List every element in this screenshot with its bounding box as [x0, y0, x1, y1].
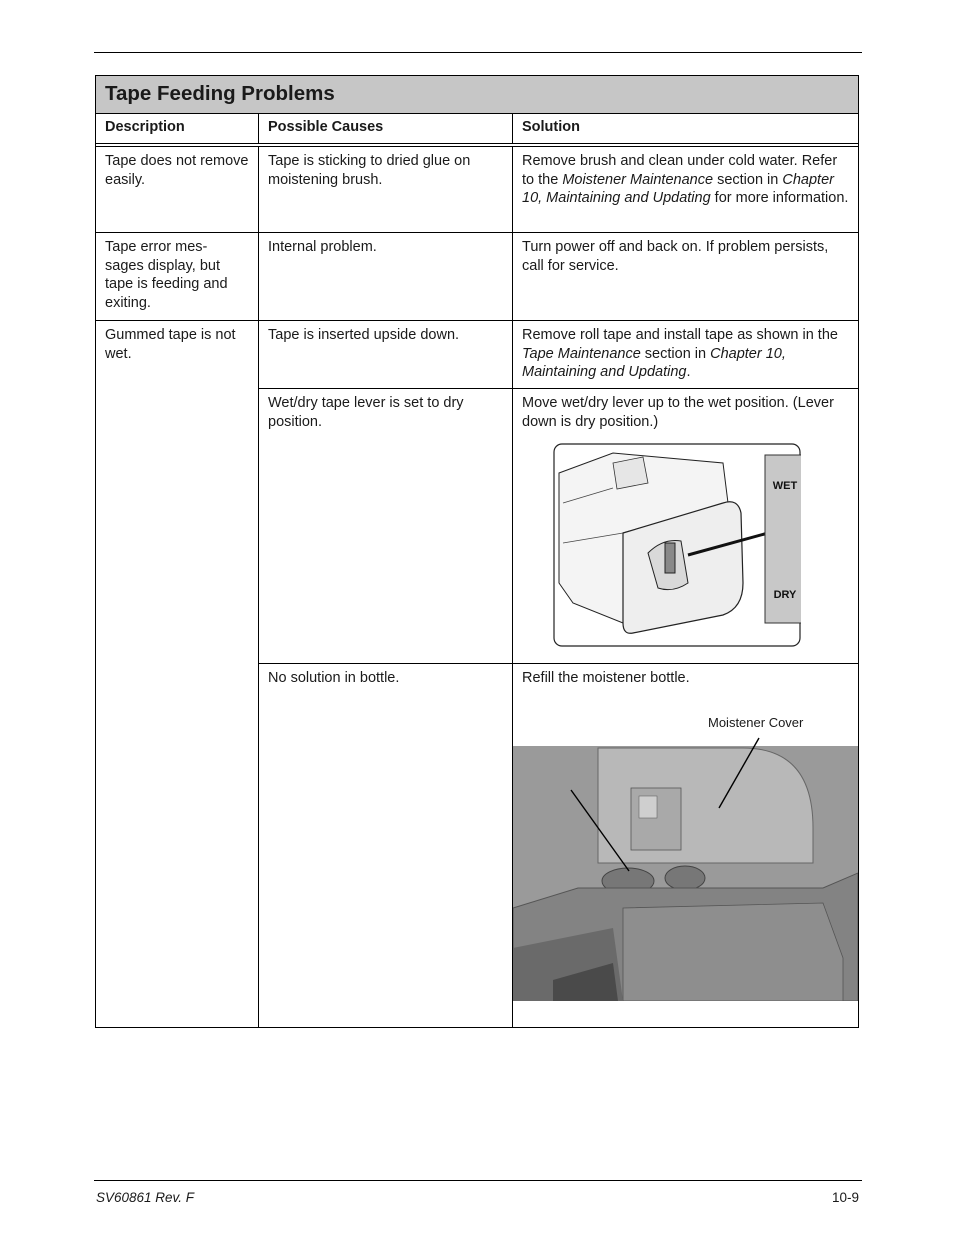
row3-sub3-cause: No solution in bottle. — [259, 664, 513, 1027]
row3-sub1-solution-text-c: . — [686, 364, 691, 381]
footer-doc-id: SV60861 Rev. F — [96, 1190, 195, 1205]
row3-subrows — [259, 321, 858, 1027]
row3-sub1-solution-text-b: section in — [640, 345, 711, 362]
footer-rule — [94, 1180, 862, 1181]
dry-label: DRY — [773, 589, 797, 601]
row3-subrow-upside-down — [259, 321, 858, 389]
row3-subrow-no-solution — [259, 664, 858, 1027]
moistener-bottle-figure — [513, 708, 858, 1001]
row3-sub1-solution-text-a: Remove roll tape and install tape as shown in the — [522, 327, 838, 343]
row1-cause: Tape is sticking to dried glue on moistening brush. — [259, 147, 513, 232]
table-row — [96, 233, 858, 321]
footer-page-number: 10-9 — [831, 1190, 859, 1205]
header-description: Description — [96, 114, 259, 143]
header-solution: Solution — [522, 119, 580, 135]
row3-sub1-solution-ref-maintenance: Tape Maintenance — [522, 345, 641, 362]
row3-sub2-solution — [513, 389, 858, 663]
row1-description: Tape does not remove easily. — [96, 147, 259, 232]
row3-sub1-cause: Tape is inserted upside down. — [259, 321, 513, 388]
table-row — [96, 321, 858, 1027]
row3-subrow-lever — [259, 389, 858, 664]
row3-sub3-solution-text: Refill the moistener bottle. — [522, 670, 690, 686]
header-rule — [94, 52, 862, 53]
row2-solution: Turn power off and back on. If problem persists, call for service. — [522, 239, 829, 274]
row3-sub2-solution-text: Move wet/dry lever up to the wet position. (Lever down is dry position.) — [522, 395, 834, 430]
row3-sub3-solution — [513, 664, 858, 1027]
row3-description: Gummed tape is not wet. — [96, 321, 259, 1027]
row1-solution-text-c: for more information. — [710, 190, 849, 207]
row1-solution — [513, 147, 858, 232]
row3-sub1-solution-ref-chapter: Chapter 10, Maintaining and Updating — [522, 345, 786, 381]
wet-dry-lever-figure — [553, 443, 801, 647]
row1-solution-text-a: Remove brush and clean under cold water. Refer to the — [522, 153, 838, 188]
header-possible-causes: Possible Causes — [259, 114, 513, 143]
row2-cause: Internal problem. — [259, 233, 513, 320]
wet-label: WET — [772, 480, 798, 492]
row3-sub1-solution — [513, 321, 858, 388]
tape-feeding-problems-table — [95, 75, 859, 1028]
row1-solution-text-b: section in — [713, 171, 783, 188]
row1-solution-ref-maintenance: Moistener Maintenance — [562, 171, 714, 188]
moistener-cover-label: Moistener Cover — [708, 715, 804, 730]
table-row — [96, 147, 858, 233]
row1-solution-ref-chapter: Chapter 10, Maintaining and Updating — [522, 171, 834, 207]
row2-description: Tape error mes- sages display, but tape is feeding and exiting. — [96, 233, 259, 320]
row3-sub2-cause: Wet/dry tape lever is set to dry position. — [259, 389, 513, 663]
table-header-row — [96, 114, 858, 144]
table-title: Tape Feeding Problems — [96, 76, 858, 114]
